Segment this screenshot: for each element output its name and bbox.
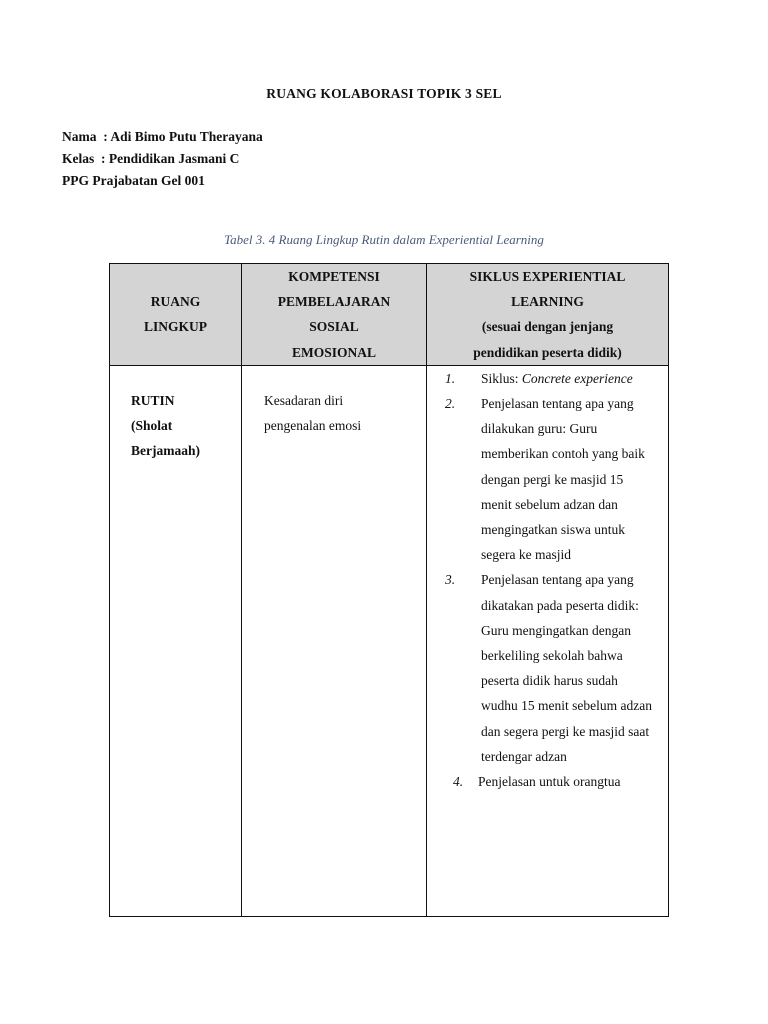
cell-ruang-lingkup: RUTIN (Sholat Berjamaah) [110,365,242,916]
header-ruang-lingkup: RUANG LINGKUP [110,264,242,366]
identity-name: Nama : Adi Bimo Putu Therayana [62,129,263,144]
identity-program: PPG Prajabatan Gel 001 [62,173,205,188]
siklus-list [427,366,668,794]
header-kompetensi: KOMPETENSI PEMBELAJARAN SOSIAL EMOSIONAL [242,264,427,366]
list-item: 1. Siklus: Concrete experience [445,370,633,386]
table-row [110,365,669,916]
sel-table [109,263,669,917]
cell-kompetensi: Kesadaran diri pengenalan emosi [242,365,427,916]
cell-siklus [427,365,669,916]
list-item: 2. Penjelasan tentang apa yang dilakukan guru: Guru memberikan contoh yang baik dengan pergi ke masjid 15 menit sebelum adzan dan mengingatkan siswa untuk segera ke masjid [445,396,645,563]
table-header-row [110,264,669,366]
list-item: 3. Penjelasan tentang apa yang dikatakan pada peserta didik: Guru mengingatkan dengan berkeliling sekolah bahwa peserta didik harus sudah wudhu 15 menit sebelum adzan dan segera pergi ke masjid saat terdengar adzan [445,572,652,764]
list-item: 4. Penjelasan untuk orangtua [453,774,621,790]
identity-class: Kelas : Pendidikan Jasmani C [62,151,240,166]
table-caption: Tabel 3. 4 Ruang Lingkup Rutin dalam Experiential Learning [224,232,544,247]
document-title: RUANG KOLABORASI TOPIK 3 SEL [266,86,502,101]
header-siklus: SIKLUS EXPERIENTIAL LEARNING (sesuai dengan jenjang pendidikan peserta didik) [427,264,669,366]
